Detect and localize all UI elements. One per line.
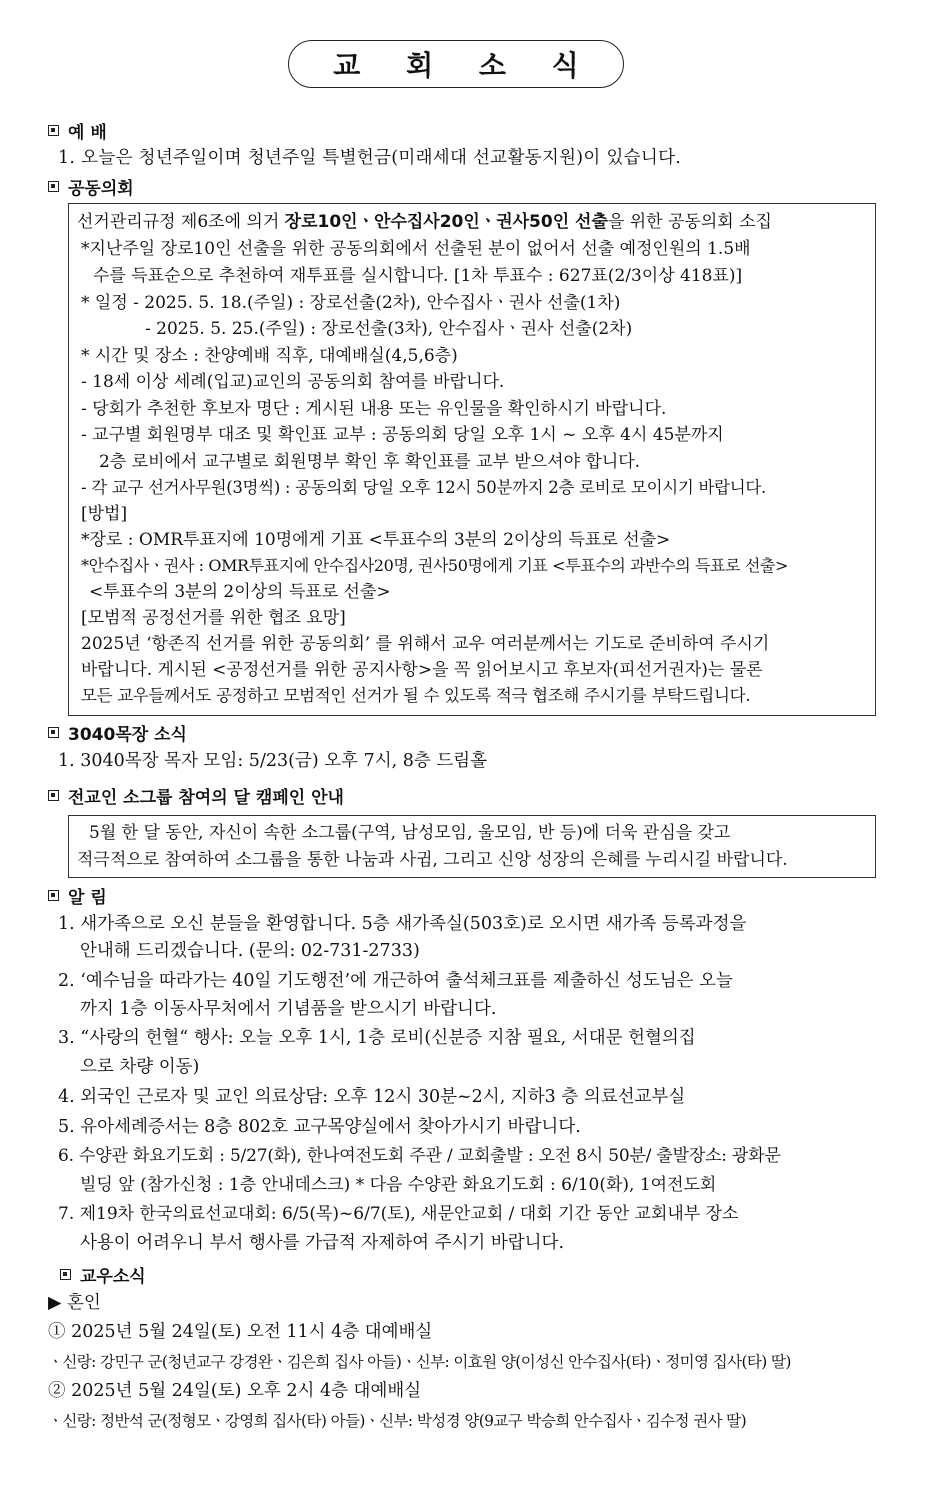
section-heading-campaign xyxy=(48,782,344,808)
section-heading-worship xyxy=(48,117,107,143)
section-heading-assembly xyxy=(48,173,134,199)
notice-7-line-2: 사용이 어려우니 부서 행사를 가급적 자제하여 주시기 바랍니다. xyxy=(80,1233,565,1253)
notice-3-line-2: 으로 차량 이동) xyxy=(80,1057,200,1077)
section-heading-text: 알 림 xyxy=(68,887,107,908)
worship-item-1: 1. 오늘은 청년주일이며 청년주일 특별헌금(미래세대 선교활동지원)이 있습니다. xyxy=(58,148,682,168)
assembly-line-7: - 18세 이상 세례(입교)교인의 공동의회 참여를 바랍니다. xyxy=(81,372,505,392)
section-heading-members xyxy=(60,1261,146,1287)
campaign-line-2: 적극적으로 참여하여 소그룹을 통한 나눔과 사귐, 그리고 신앙 성장의 은혜를 누리시길 바랍니다. xyxy=(77,850,788,870)
assembly-line-1: 선거관리규정 제6조에 의거 장로10인ㆍ안수집사20인ㆍ권사50인 선출을 위한 공동의회 소집 xyxy=(77,212,772,232)
wedding-2-info: ② 2025년 5월 24일(토) 오후 2시 4층 대예배실 xyxy=(48,1381,422,1401)
pastoral-item-1: 1. 3040목장 목자 모임: 5/23(금) 오후 7시, 8층 드림홀 xyxy=(58,751,488,771)
notice-4: 4. 외국인 근로자 및 교인 의료상담: 오후 12시 30분~2시, 지하3 층 의료선교부실 xyxy=(58,1087,686,1107)
assembly-line-13: *장로 : OMR투표지에 10명에게 기표 <투표수의 3분의 2이상의 득표로 선출> xyxy=(81,530,671,550)
square-bullet-icon xyxy=(48,125,59,136)
wedding-1-detail: ㆍ신랑: 강민구 군(청년교구 강경완ㆍ김은희 집사 아들)ㆍ신부: 이효원 양(이성신 안수집사(타)ㆍ정미영 집사(타) 딸) xyxy=(48,1353,791,1371)
wedding-2-detail: ㆍ신랑: 정반석 군(정형모ㆍ강영희 집사(타) 아들)ㆍ신부: 박성경 양(9교구 박승희 안수집사ㆍ김수정 권사 딸) xyxy=(48,1412,747,1430)
square-bullet-icon xyxy=(48,890,59,901)
campaign-line-1: 5월 한 달 동안, 자신이 속한 소그룹(구역, 남성모임, 울모임, 반 등)에 더욱 관심을 갖고 xyxy=(89,823,731,843)
section-heading-notices xyxy=(48,882,107,908)
assembly-line-8: - 당회가 추천한 후보자 명단 : 게시된 내용 또는 유인물을 확인하시기 바랍니다. xyxy=(81,399,667,419)
assembly-line-14: *안수집사ㆍ권사 : OMR투표지에 안수집사20명, 권사50명에게 기표 <투표수의 과반수의 득표로 선출> xyxy=(81,556,788,575)
assembly-bold-text: 장로10인ㆍ안수집사20인ㆍ권사50인 선출 xyxy=(284,212,608,232)
assembly-line-9: - 교구별 회원명부 대조 및 확인표 교부 : 공동의회 당일 오후 1시 ~ 오후 4시 45분까지 xyxy=(81,425,724,445)
square-bullet-icon xyxy=(60,1269,71,1280)
square-bullet-icon xyxy=(48,181,59,192)
notice-5: 5. 유아세례증서는 8층 802호 교구목양실에서 찾아가시기 바랍니다. xyxy=(58,1117,581,1137)
assembly-line-18: 바랍니다. 게시된 <공정선거를 위한 공지사항>을 꼭 읽어보시고 후보자(피선거권자)는 물론 xyxy=(81,660,763,680)
assembly-line-4: * 일정 - 2025. 5. 18.(주일) : 장로선출(2차), 안수집사ㆍ권사 선출(1차) xyxy=(81,293,621,313)
notice-1-line-1: 1. 새가족으로 오신 분들을 환영합니다. 5층 새가족실(503호)로 오시면 새가족 등록과정을 xyxy=(58,914,747,934)
assembly-line-6: * 시간 및 장소 : 찬양예배 직후, 대예배실(4,5,6층) xyxy=(81,346,458,366)
assembly-line-12: [방법] xyxy=(81,504,128,524)
section-heading-text: 공동의회 xyxy=(68,178,134,199)
section-heading-pastoral xyxy=(48,719,187,745)
assembly-line-11: - 각 교구 선거사무원(3명씩) : 공동의회 당일 오후 12시 50분까지 2층 로비로 모이시기 바랍니다. xyxy=(81,478,766,497)
section-heading-text: 예 배 xyxy=(68,122,107,143)
assembly-line-16: [모범적 공정선거를 위한 협조 요망] xyxy=(81,608,346,628)
assembly-line-10: 2층 로비에서 교구별로 회원명부 확인 후 확인표를 교부 받으셔야 합니다. xyxy=(99,452,641,472)
notice-2-line-1: 2. ‘예수님을 따라가는 40일 기도행전’에 개근하여 출석체크표를 제출하신 성도님은 오늘 xyxy=(58,971,733,991)
section-heading-text: 3040목장 소식 xyxy=(68,724,187,745)
section-heading-text: 교우소식 xyxy=(80,1266,146,1287)
wedding-1-info: ① 2025년 5월 24일(토) 오전 11시 4층 대예배실 xyxy=(48,1322,433,1342)
campaign-box xyxy=(68,815,876,878)
section-heading-text: 전교인 소그룹 참여의 달 캠페인 안내 xyxy=(68,787,344,808)
assembly-line-19: 모든 교우들께서도 공정하고 모범적인 선거가 될 수 있도록 적극 협조해 주시기를 부탁드립니다. xyxy=(81,686,751,705)
notice-6-line-2: 빌딩 앞 (참가신청 : 1층 안내데스크) * 다음 수양관 화요기도회 : 6/10(화), 1여전도회 xyxy=(80,1175,717,1195)
notice-6-line-1: 6. 수양관 화요기도회 : 5/27(화), 한나여전도회 주관 / 교회출발 : 오전 8시 50분/ 출발장소: 광화문 xyxy=(58,1146,781,1166)
square-bullet-icon xyxy=(48,727,59,738)
wedding-label: ▶ 혼인 xyxy=(48,1293,101,1313)
notice-7-line-1: 7. 제19차 한국의료선교대회: 6/5(목)~6/7(토), 새문안교회 / 대회 기간 동안 교회내부 장소 xyxy=(58,1204,739,1224)
assembly-line-5: - 2025. 5. 25.(주일) : 장로선출(3차), 안수집사ㆍ권사 선출(2차) xyxy=(145,319,633,339)
notice-1-line-2: 안내해 드리겠습니다. (문의: 02-731-2733) xyxy=(80,941,420,961)
notice-3-line-1: 3. “사랑의 헌혈“ 행사: 오늘 오후 1시, 1층 로비(신분증 지참 필요, 서대문 헌혈의집 xyxy=(58,1028,696,1048)
page-title: 교 회 소 식 xyxy=(288,40,624,88)
assembly-line-3: 수를 득표순으로 추천하여 재투표를 실시합니다. [1차 투표수 : 627표(2/3이상 418표)] xyxy=(93,266,743,286)
assembly-line-2: *지난주일 장로10인 선출을 위한 공동의회에서 선출된 분이 없어서 선출 예정인원의 1.5배 xyxy=(81,239,751,259)
notice-2-line-2: 까지 1층 이동사무처에서 기념품을 받으시기 바랍니다. xyxy=(80,999,497,1019)
assembly-line-15: <투표수의 3분의 2이상의 득표로 선출> xyxy=(89,582,391,602)
assembly-box xyxy=(68,203,876,716)
assembly-line-17: 2025년 ‘항존직 선거를 위한 공동의회’ 를 위해서 교우 여러분께서는 기도로 준비하여 주시기 xyxy=(81,634,770,654)
square-bullet-icon xyxy=(48,790,59,801)
